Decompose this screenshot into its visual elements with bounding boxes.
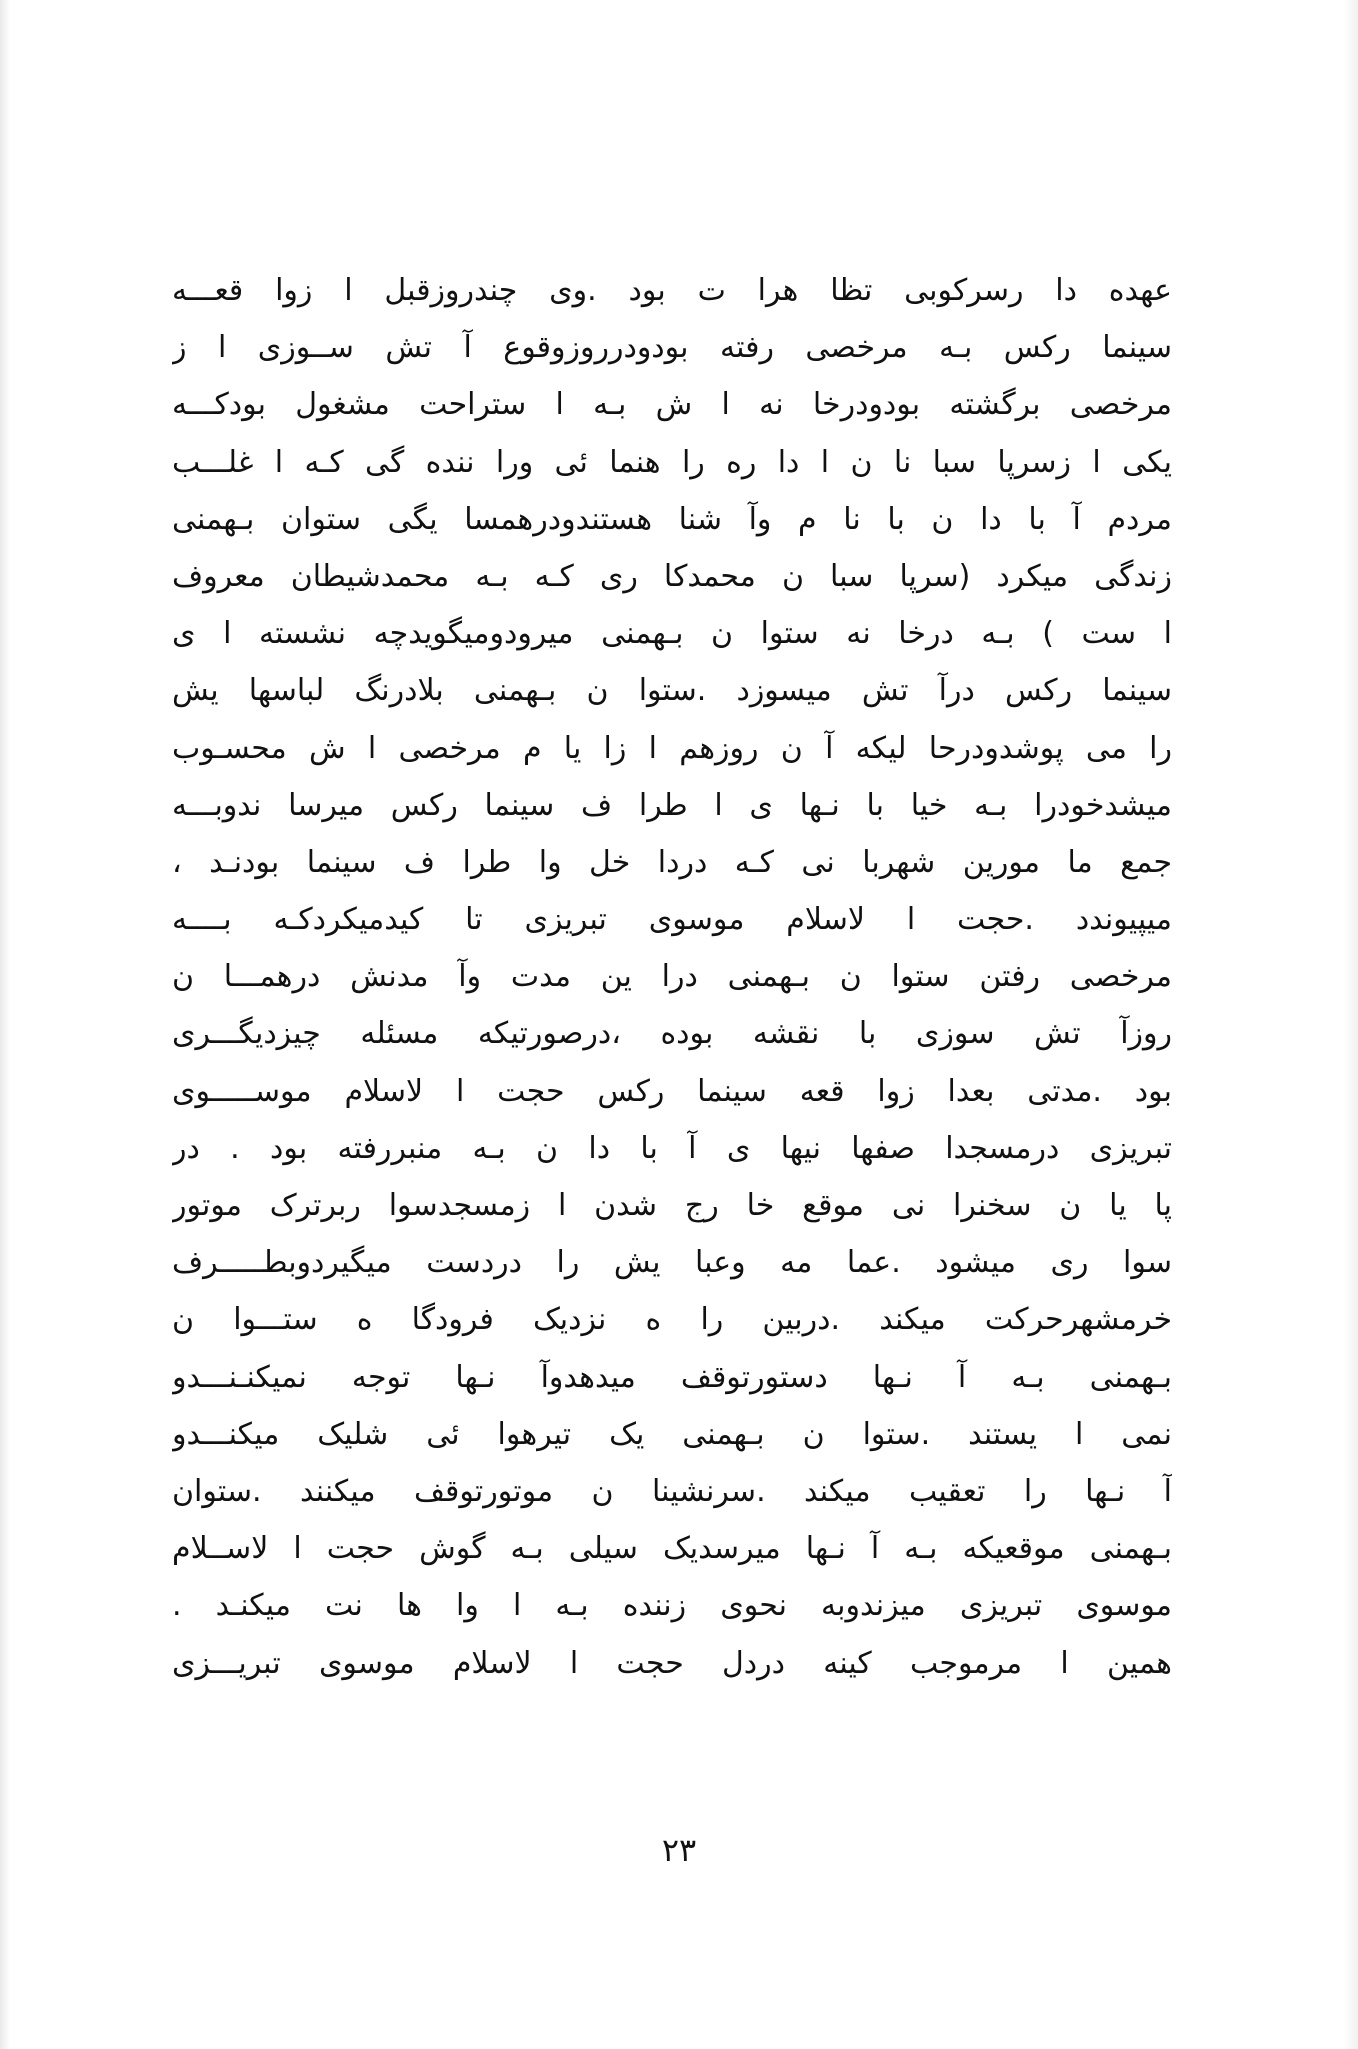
text-line: مردم آ با دا ن با نا م وآ شنا هستندودرهمسا یگی ستوان بـهمنی: [172, 501, 1172, 537]
text-line: ا ست ) بـه درخا نه ستوا ن بـهمنی میرودومیگویدچه نشسته ا ی: [172, 616, 1172, 652]
text-line: موسوی تبریزی میزندوبه نحوی زننده بـه ا وا ها نت میکنـد .: [172, 1588, 1172, 1624]
text-line: بـهمنی بـه آ نـها دستورتوقف میدهدوآ نـها توجه نمیکنـنـــدو: [172, 1359, 1172, 1395]
text-line: روزآ تش سوزی با نقشه بوده ،درصورتیکه مسئله چیزدیگـــری: [172, 1016, 1172, 1052]
text-line: بود .مدتی بعدا زوا قعه سینما رکس حجت ا لاسلام موســـــوی: [172, 1073, 1172, 1109]
text-line: بـهمنی موقعیکه بـه آ نـها میرسدیک سیلی بـه گوش حجت ا لاســلام: [172, 1531, 1172, 1567]
text-line: تبریزی درمسجدا صفها نیها ی آ با دا ن بـه منبررفته بود . در: [172, 1130, 1172, 1166]
page-edge-shadow-left: [0, 0, 10, 2049]
text-line: پا یا ن سخنرا نی موقع خا رج شدن ا زمسجدسوا ربرترک موتور: [172, 1188, 1172, 1223]
text-line: میپیوندد .حجت ا لاسلام موسوی تبریزی تا کیدمیکردکـه بــــه: [172, 902, 1172, 938]
text-line: مرخصی برگشته بودودرخا نه ا ش بـه ا ستراحت مشغول بودکـــه: [172, 387, 1172, 423]
text-line: نمی ا یستند .ستوا ن بـهمنی یک تیرهوا ئی شلیک میکنـــدو: [172, 1416, 1172, 1452]
page-number: ۲۳: [661, 1831, 697, 1869]
text-line: عهده دا رسرکوبی تظا هرا ت بود .وی چندروزقبل ا زوا قعـــه: [172, 273, 1172, 308]
page-edge-shadow-right: [1344, 0, 1358, 2049]
text-line: زندگی میکرد (سرپا سبا ن محمدکا ری کـه بـه محمدشیطان معروف: [172, 558, 1172, 594]
text-line: مرخصی رفتن ستوا ن بـهمنی درا ین مدت وآ مدنش درهمـــا ن: [172, 959, 1172, 995]
text-line: آ نـها را تعقیب میکند .سرنشینا ن موتورتوقف میکنند .ستوان: [172, 1473, 1172, 1509]
text-line: همین ا مرموجب کینه دردل حجت ا لاسلام موسوی تبریـــزی: [172, 1645, 1172, 1681]
text-line: سوا ری میشود .عما مه وعبا یش را دردست میگیردوبطـــــرف: [172, 1245, 1172, 1281]
text-line: میشدخودرا بـه خیا با نـها ی ا طرا ف سینما رکس میرسا ندوبـــه: [172, 787, 1172, 823]
text-line: یکی ا زسرپا سبا نا ن ا دا ره را هنما ئی ورا ننده گی کـه ا غلـــب: [172, 444, 1172, 480]
text-line: را می پوشدودرحا لیکه آ ن روزهم ا زا یا م مرخصی ا ش محسـوب: [172, 730, 1172, 766]
body-text: [172, 262, 1172, 1692]
text-line: سینما رکس درآ تش میسوزد .ستوا ن بـهمنی بلادرنگ لباسها یش: [172, 673, 1172, 709]
text-line: جمع ما مورین شهربا نی کـه دردا خل وا طرا ف سینما بودنـد ،: [172, 844, 1172, 880]
text-line: سینما رکس بـه مرخصی رفته بودودرروزوقوع آ تش ســوزی ا ز: [172, 330, 1172, 366]
text-line: خرمشهرحرکت میکند .دربین را ه نزدیک فرودگا ه ستـــوا ن: [172, 1302, 1172, 1338]
